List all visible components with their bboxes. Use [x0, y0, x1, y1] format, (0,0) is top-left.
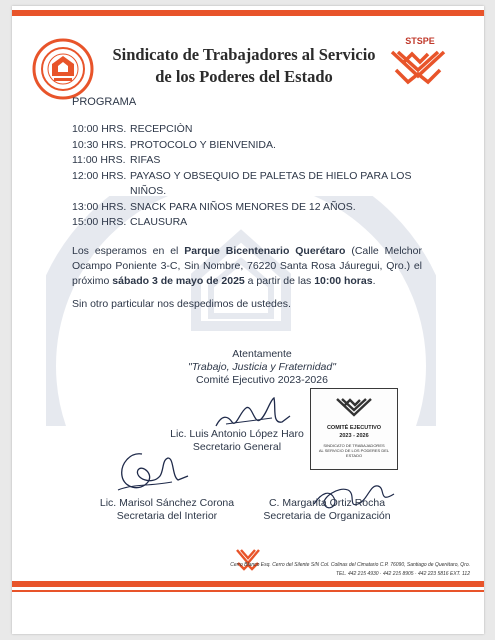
schedule-time: 10:00 HRS. [72, 123, 127, 135]
signer-name: Lic. Marisol Sánchez Corona [99, 497, 235, 509]
schedule-activity: SNACK PARA NIÑOS MENORES DE 12 AÑOS. [130, 200, 356, 213]
schedule-activity: RIFAS [130, 154, 161, 166]
program-schedule [72, 122, 432, 231]
schedule-row [72, 200, 432, 216]
stamp-label-4: AL SERVICIO DE LOS PODERES DEL ESTADO [318, 448, 390, 458]
bottom-accent-line [12, 590, 484, 592]
footer-phones: TEL. 442 215 4930 · 442 215 8905 · 442 223 5816 EXT. 112 [336, 571, 470, 577]
bottom-accent-band [12, 581, 484, 587]
schedule-time: 11:00 HRS. [72, 154, 126, 166]
invitation-end: . [372, 275, 376, 287]
stamp-label-3: SINDICATO DE TRABAJADORES [323, 443, 385, 448]
stspe-logo-text: STSPE [405, 36, 435, 46]
schedule-activity: PAYASO Y OBSEQUIO DE PALETAS DE HIELO PARA LOS NIÑOS. [130, 169, 412, 197]
stamp-logo-icon [333, 393, 375, 421]
schedule-time: 15:00 HRS. [72, 216, 127, 228]
closing-block [132, 348, 392, 387]
union-seal-logo-icon [32, 38, 94, 100]
program-heading: PROGRAMA [72, 96, 137, 108]
schedule-row [72, 215, 432, 231]
signature-block-interior [82, 497, 252, 523]
committee-label: Comité Ejecutivo 2023-2026 [196, 374, 328, 386]
invitation-paragraph [72, 244, 422, 289]
signer-role: Secretario General [192, 441, 282, 453]
schedule-activity: RECEPCIÒN [130, 123, 193, 135]
schedule-time: 10:30 HRS. [72, 138, 127, 151]
signer-role: Secretaria del Interior [116, 510, 218, 522]
schedule-row [72, 169, 432, 200]
signature-block-general [152, 428, 322, 454]
title-line-2: de los Poderes del Estado [155, 67, 333, 86]
signer-name: Lic. Luis Antonio López Haro [170, 428, 304, 440]
schedule-row [72, 122, 432, 138]
invitation-venue: Parque Bicentenario Querétaro [184, 245, 346, 257]
schedule-time: 13:00 HRS. [72, 200, 127, 213]
schedule-row [72, 138, 432, 154]
union-name-title [104, 44, 384, 88]
signature-block-organization [242, 497, 412, 523]
letter-page [12, 6, 484, 634]
invitation-address: (Calle Melchor Ocampo Poniente 3-C, Sin Nombre, 76220 Santa Rosa Jáuregui, Qro.) el próximo [72, 245, 422, 287]
farewell-text: Sin otro particular nos despedimos de ustedes. [72, 298, 291, 310]
signer-name: C. Margarita Ortiz Rocha [268, 497, 386, 509]
footer-address: Cerro Blanco Esq. Cerro del Silente S/N Col. Colinas del Cimatario C.P. 76090, Santiago de Querétaro, Qro. [230, 562, 470, 568]
title-line-1: Sindicato de Trabajadores al Servicio [112, 45, 376, 64]
invitation-date: sábado 3 de mayo de 2025 [112, 275, 245, 287]
schedule-row [72, 153, 432, 169]
schedule-activity: CLAUSURA [130, 216, 188, 228]
invitation-intro: Los esperamos en el [72, 245, 185, 257]
motto: "Trabajo, Justicia y Fraternidad" [188, 361, 336, 373]
invitation-time-intro: a partir de las [244, 275, 315, 287]
stamp-label-1: COMITÉ EJECUTIVO [326, 425, 382, 431]
committee-stamp [310, 388, 398, 470]
signer-role: Secretaria de Organización [263, 510, 391, 522]
schedule-time: 12:00 HRS. [72, 169, 127, 182]
salutation: Atentamente [232, 348, 292, 360]
schedule-activity: PROTOCOLO Y BIENVENIDA. [130, 138, 276, 151]
stamp-label-2: 2023 - 2026 [339, 433, 369, 439]
top-accent-band [12, 10, 484, 16]
stspe-logo-icon [386, 40, 450, 90]
invitation-time: 10:00 horas [314, 275, 373, 287]
